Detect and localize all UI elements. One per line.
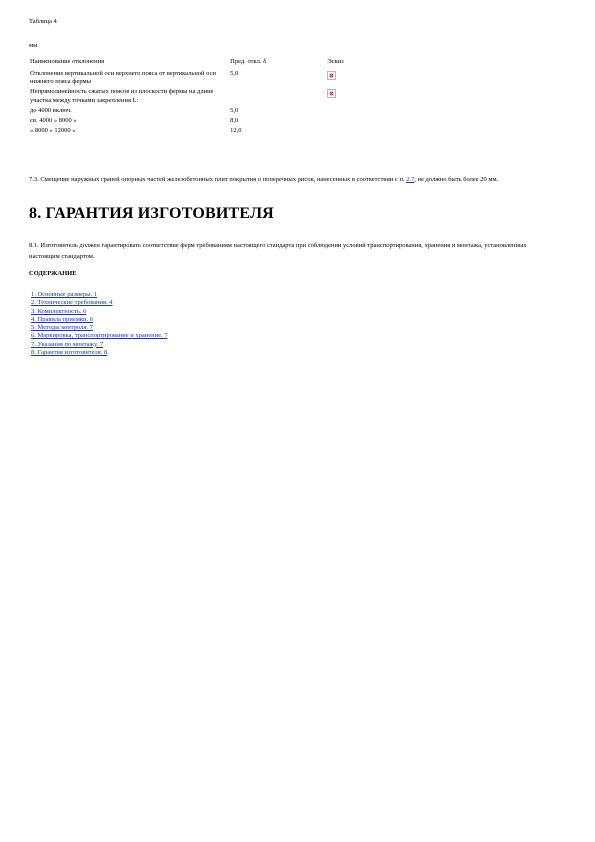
toc-link-4[interactable]: 4. Правила приемки. 6 (31, 315, 93, 323)
tolerance-table (28, 58, 373, 135)
toc-item (31, 316, 167, 324)
table-cell: 8,0 (230, 116, 239, 124)
toc-item (31, 291, 167, 299)
table-row (28, 117, 373, 125)
table-cell: св. 4000 » 8000 » (30, 116, 77, 124)
table-cell: 5,0 (230, 70, 239, 78)
contents-title: СОДЕРЖАНИЕ (29, 270, 77, 277)
column-header-deviation: Наименование отклонения (30, 58, 105, 65)
table-header-row (28, 58, 373, 66)
toc-item (31, 299, 167, 307)
table-units: мм (29, 42, 38, 49)
broken-image-icon[interactable] (327, 71, 336, 80)
table-cell (325, 117, 373, 125)
toc-item (31, 308, 167, 316)
table-cell (325, 127, 373, 135)
table-cell: » 8000 » 12000 » (30, 126, 76, 134)
toc-link-3[interactable]: 3. Комплектность. 6 (31, 307, 87, 315)
table-cell-sketch (325, 70, 373, 86)
clause-2-7-link[interactable]: 2.7 (406, 176, 415, 183)
column-header-tolerance: Пред. откл. δ (230, 58, 267, 65)
table-cell (228, 88, 325, 104)
toc-link-8[interactable]: 8. Гарантия изготовителя. 8 (31, 349, 108, 357)
toc-item (31, 341, 167, 349)
table-cell: Непрямолинейность сжатых поясов из плоскости фермы на длине участка между точками закрепления L: (30, 88, 214, 104)
table-cell (325, 107, 373, 115)
table-row (28, 88, 373, 104)
paragraph-text: 7.3. Смещение наружных граней опорных частей железобетонных плит покрытия о поперечных рисок, нанесенных в соответствии с п. (29, 176, 407, 183)
broken-image-icon[interactable] (327, 89, 336, 98)
table-cell: 5,0 (230, 106, 239, 114)
table-cell: Отклонение вертикальной оси верхнего пояса от вертикальной оси нижнего пояса фермы (30, 70, 216, 86)
toc-item (31, 332, 167, 340)
table-cell-sketch (325, 88, 373, 104)
table-row (28, 127, 373, 135)
table-cell: до 4000 включ. (30, 106, 72, 114)
section-heading: 8. ГАРАНТИЯ ИЗГОТОВИТЕЛЯ (29, 205, 274, 222)
paragraph-7-3 (29, 176, 569, 184)
toc-link-1[interactable]: 1. Основные размеры. 1 (31, 291, 97, 298)
toc-link-2[interactable]: 2. Технические требования. 4 (31, 299, 113, 307)
table-caption: Таблица 4 (29, 18, 57, 25)
paragraph-text-end: , не должно быть более 20 мм. (414, 176, 499, 183)
table-cell: 12,0 (230, 126, 242, 134)
toc-link-6[interactable]: 6. Маркировка, транспортирование и хранение. 7 (31, 332, 168, 340)
toc-item (31, 349, 167, 357)
table-of-contents (31, 291, 167, 357)
column-header-sketch: Эскиз (327, 58, 344, 65)
paragraph-8-1: 8.1. Изготовитель должен гарантировать соответствие ферм требованиям настоящего стандарта при соблюдении условий транспортирования, хранения и монтажа, установленных настоящим стандартом. (29, 242, 527, 261)
toc-link-5[interactable]: 5. Методы контроля. 7 (31, 324, 93, 332)
table-row (28, 107, 373, 115)
toc-link-7[interactable]: 7. Указания по монтажу. 7 (31, 340, 104, 348)
toc-item (31, 324, 167, 332)
table-row (28, 70, 373, 86)
